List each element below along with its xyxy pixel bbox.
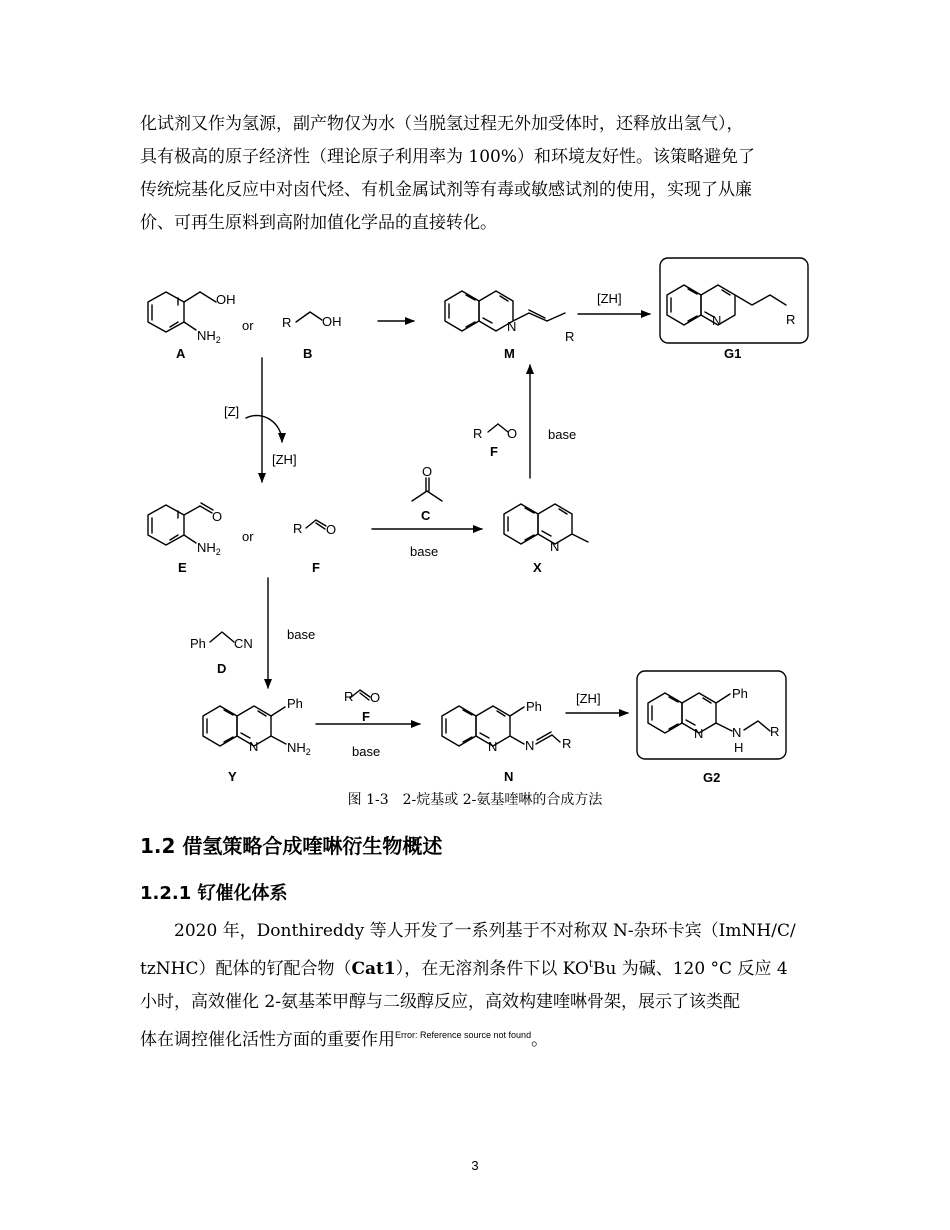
zh-reagent: [ZH]	[597, 291, 622, 306]
base-text: base	[287, 627, 316, 642]
r-label: R	[770, 724, 780, 739]
intro-line: 传统烷基化反应中对卤代烃、有机金属试剂等有毒或敏感试剂的使用，实现了从廉	[140, 180, 752, 200]
intro-line: 价、可再生原料到高附加值化学品的直接转化。	[140, 213, 497, 233]
compound-c-structure	[412, 478, 442, 501]
label-n: N	[504, 769, 514, 784]
o-atom: O	[326, 522, 337, 537]
cn-label: CN	[234, 636, 253, 651]
label-f: F	[490, 444, 498, 459]
label-f: F	[312, 560, 320, 575]
nh2-label: $NH_2$	[197, 540, 221, 557]
g1-box	[660, 258, 808, 343]
section-heading: 1.2 借氢策略合成喹啉衍生物概述	[140, 834, 443, 858]
figure-caption: 图 1-3 2-烷基或 2-氨基喹啉的合成方法	[347, 792, 603, 808]
label-g2: G2	[703, 770, 721, 785]
o-atom: O	[370, 690, 381, 705]
r-label: R	[293, 521, 303, 536]
compound-y-structure	[203, 706, 286, 746]
nh2-label: $NH_2$	[287, 740, 311, 757]
r-label: R	[562, 736, 572, 751]
n-atom: N	[550, 539, 560, 554]
label-x: X	[533, 560, 542, 575]
compound-f-top-structure	[488, 424, 508, 432]
compound-m-structure	[445, 291, 565, 331]
nh2-label: $NH_2$	[197, 328, 221, 345]
compound-a-structure	[148, 292, 216, 332]
label-f: F	[362, 709, 370, 724]
or-text: or	[242, 318, 254, 333]
body-line: 2020 年，Donthireddy 等人开发了一系列基于不对称双 N-杂环卡宾（ImNH/C/	[174, 921, 796, 941]
reference-error[interactable]: Error: Reference source not found	[395, 1030, 532, 1040]
n-atom: N	[525, 738, 535, 753]
compound-d-structure	[210, 632, 234, 642]
r-label: R	[786, 312, 796, 327]
r-label: R	[344, 689, 354, 704]
label-m: M	[504, 346, 515, 361]
label-a: A	[176, 346, 186, 361]
base-text: base	[548, 427, 577, 442]
page-number: 3	[471, 1158, 479, 1173]
compound-x-structure	[504, 504, 588, 544]
zh-reagent: [ZH]	[272, 452, 297, 467]
g2-box	[637, 671, 786, 759]
oh-label: OH	[216, 292, 236, 307]
compound-e-structure	[148, 503, 213, 545]
intro-line: 化试剂又作为氢源，副产物仅为水（当脱氢过程无外加受体时，还释放出氢气），	[140, 114, 744, 134]
label-g1: G1	[724, 346, 742, 361]
label-c: C	[421, 508, 431, 523]
label-b: B	[303, 346, 313, 361]
body-line: 小时，高效催化 2-氨基苯甲醇与二级醇反应，高效构建喹啉骨架，展示了该类配	[140, 992, 740, 1012]
n-atom: N	[488, 739, 498, 754]
compound-g2-structure	[648, 693, 770, 733]
label-y: Y	[228, 769, 237, 784]
r-label: R	[282, 315, 292, 330]
intro-line: 具有极高的原子经济性（理论原子利用率为 100%）和环境友好性。该策略避免了	[140, 147, 756, 167]
z-reagent: [Z]	[224, 404, 240, 419]
n-atom: N	[712, 313, 722, 328]
o-atom: O	[212, 509, 223, 524]
zh-reagent: [ZH]	[576, 691, 601, 706]
ph-label: Ph	[526, 699, 542, 714]
nh-atom: H	[734, 740, 744, 755]
body-line: tzNHC）配体的钌配合物（Cat1），在无溶剂条件下以 $KO^tBu$ 为碱、120 °C 反应 4	[140, 959, 788, 979]
ph-label: Ph	[732, 686, 748, 701]
ph-label: Ph	[190, 636, 206, 651]
base-text: base	[352, 744, 381, 759]
label-e: E	[178, 560, 187, 575]
cat1-label: Cat1	[351, 959, 396, 979]
compound-f-structure	[306, 520, 326, 528]
body-paragraph	[140, 915, 812, 1057]
o-atom: O	[422, 464, 433, 479]
compound-b-structure	[296, 312, 322, 322]
o-atom: O	[507, 426, 518, 441]
label-d: D	[217, 661, 227, 676]
oh-label: OH	[322, 314, 342, 329]
r-label: R	[565, 329, 575, 344]
r-label: R	[473, 426, 483, 441]
n-atom: N	[694, 726, 704, 741]
n-atom: N	[507, 319, 517, 334]
or-text: or	[242, 529, 254, 544]
compound-g1-structure	[667, 285, 786, 325]
nh-atom: N	[732, 725, 742, 740]
n-atom: N	[249, 739, 259, 754]
ph-label: Ph	[287, 696, 303, 711]
body-line: 体在调控催化活性方面的重要作用$^{Error: Reference source not found}$。	[140, 1030, 549, 1050]
subsection-heading: 1.2.1 钌催化体系	[140, 883, 288, 904]
base-text: base	[410, 544, 439, 559]
compound-n-structure	[442, 706, 560, 746]
hydrogen-transfer-curved-arrow	[246, 415, 282, 442]
